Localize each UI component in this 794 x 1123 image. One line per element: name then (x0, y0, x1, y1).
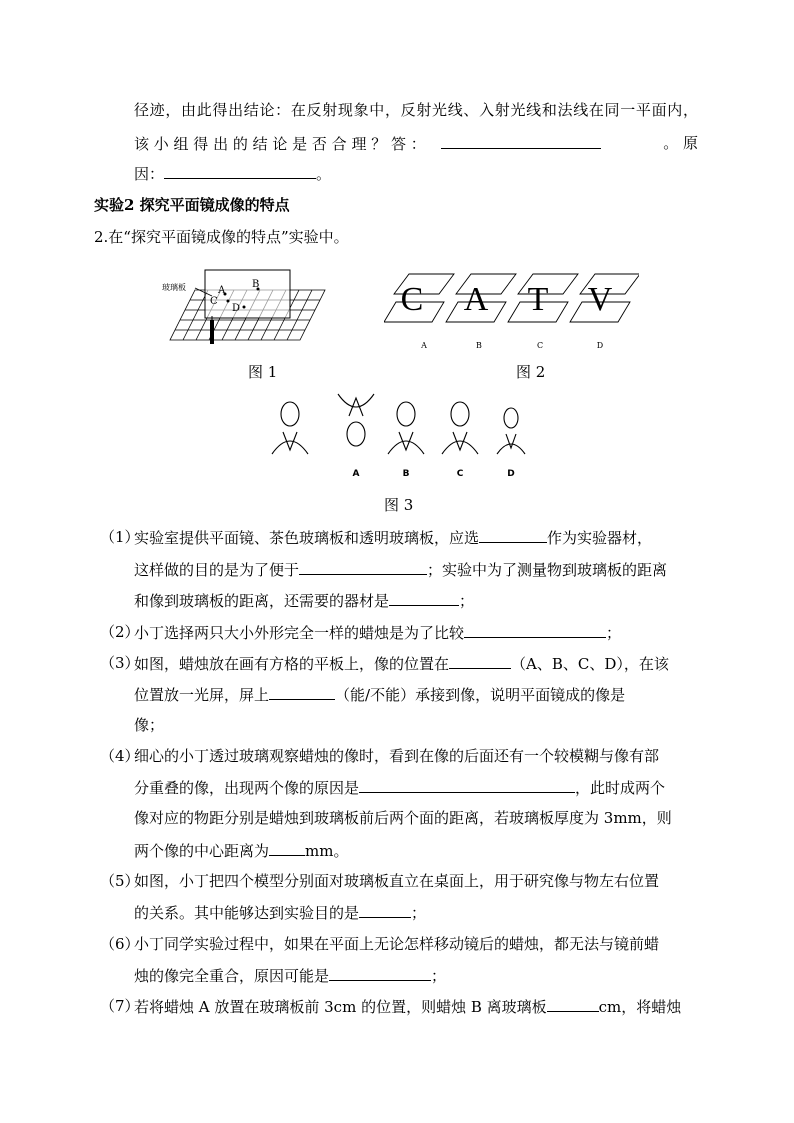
item4-line4-tail: mm。 (305, 842, 349, 860)
item1-blank-material[interactable] (479, 527, 547, 543)
reason-blank[interactable] (164, 163, 316, 179)
item3-number: （3） (100, 654, 140, 672)
item6-blank[interactable] (329, 965, 431, 981)
question-intro: 2.在“探究平面镜成像的特点”实验中。 (94, 228, 349, 246)
item1-line3-tail: ； (459, 592, 475, 610)
item5-line2-text: 的关系。其中能够达到实验目的是 (134, 904, 360, 922)
fig3-option-d: D (507, 469, 515, 479)
fig2-letter-a: A (463, 281, 489, 318)
item3-line1-tail: （A、B、C、D），在该 (511, 655, 669, 673)
para1-line2 (134, 133, 698, 154)
item2-line1-text: 小丁选择两只大小外形完全一样的蜡烛是为了比较 (134, 624, 465, 642)
answer-blank[interactable] (441, 133, 601, 149)
item5-blank[interactable] (359, 902, 411, 918)
item6-number: （6） (100, 935, 140, 953)
item3-blank-position[interactable] (449, 653, 511, 669)
fig1-point-c: C (210, 296, 218, 307)
item1-line2 (134, 559, 667, 580)
fig1-board-label: 玻璃板 (162, 283, 186, 292)
item6-line2-text: 烛的像完全重合，原因可能是 (134, 967, 330, 985)
item6-line2-tail: ； (431, 967, 447, 985)
para1-line3-tail: 。 (316, 165, 332, 183)
item4-line2-tail: ，此时成两个 (575, 779, 666, 797)
fig3-option-b-figure (388, 402, 424, 454)
item4-line4 (134, 840, 348, 861)
item2-line1-tail: ； (606, 624, 622, 642)
fig2-option-d: D (596, 341, 604, 350)
item1-line2-tail: ；实验中为了测量物到玻璃板的距离 (427, 561, 668, 579)
fig2-letter-t: T (527, 281, 549, 318)
figure1-diagram (160, 268, 330, 350)
fig3-option-b: B (402, 469, 410, 479)
item6-line1: 小丁同学实验过程中，如果在平面上无论怎样移动镜后的蜡烛，都无法与镜前蜡 (134, 935, 660, 953)
item7-blank[interactable] (547, 996, 599, 1012)
item1-line1 (134, 527, 652, 548)
fig3-option-d-figure (497, 408, 525, 454)
para1-line3 (134, 163, 331, 184)
item5-number: （5） (100, 872, 140, 890)
para1-line2-tail: 。 原 (663, 134, 698, 152)
item6-line2 (134, 965, 446, 986)
item4-number: （4） (100, 747, 140, 765)
item2-line1 (134, 622, 621, 643)
item3-line3: 像； (134, 716, 165, 734)
item1-number: （1） (100, 528, 140, 546)
item4-line2 (134, 777, 665, 798)
fig2-letter-c: C (400, 281, 424, 318)
item7-number: （7） (100, 997, 140, 1015)
item4-line3: 像对应的物距分别是蜡烛到玻璃板前后两个面的距离，若玻璃板厚度为 3mm，则 (134, 809, 672, 827)
figure2-diagram (384, 262, 639, 354)
item7-line1-tail: cm，将蜡烛 (598, 998, 682, 1016)
section-title: 实验2 探究平面镜成像的特点 (94, 196, 290, 214)
item3-line2 (134, 684, 625, 705)
para1-line2-text: 该 小 组 得 出 的 结 论 是 否 合 理 ？ 答 ： (134, 135, 426, 153)
figure2-caption: 图 2 (516, 363, 546, 381)
item1-blank-purpose[interactable] (299, 559, 427, 575)
item4-blank-reason[interactable] (359, 777, 575, 793)
figure3-caption: 图 3 (384, 496, 414, 514)
item3-line2-text: 位置放一光屏，屏上 (134, 686, 270, 704)
para1-line1: 径迹，由此得出结论：在反射现象中，反射光线、入射光线和法线在同一平面内， (134, 101, 698, 119)
item4-line4-text: 两个像的中心距离为 (134, 842, 270, 860)
fig3-option-c-figure (442, 402, 478, 454)
fig2-option-c: C (536, 341, 544, 350)
item2-number: （2） (100, 623, 140, 641)
fig2-option-a: A (421, 341, 427, 350)
item3-blank-screen[interactable] (269, 684, 335, 700)
item2-blank[interactable] (464, 622, 606, 638)
figure3-diagram (268, 392, 528, 484)
para1-line3-text: 因： (134, 165, 165, 183)
item5-line2 (134, 902, 426, 923)
item1-line3 (134, 590, 474, 611)
fig3-option-a: A (352, 469, 360, 479)
item4-line2-text: 分重叠的像，出现两个像的原因是 (134, 779, 360, 797)
item5-line1: 如图，小丁把四个模型分别面对玻璃板直立在桌面上，用于研究像与物左右位置 (134, 872, 660, 890)
item4-blank-distance[interactable] (269, 840, 305, 856)
item1-line3-text: 和像到玻璃板的距离，还需要的器材是 (134, 592, 390, 610)
figure1-caption: 图 1 (248, 363, 278, 381)
fig2-letter-v: V (587, 281, 613, 318)
item3-line2-tail: （能/不能）承接到像，说明平面镜成的像是 (335, 686, 626, 704)
item3-line1-text: 如图，蜡烛放在画有方格的平板上，像的位置在 (134, 655, 450, 673)
item1-line1-tail: 作为实验器材， (547, 529, 653, 547)
item5-line2-tail: ； (411, 904, 427, 922)
item4-line1: 细心的小丁透过玻璃观察蜡烛的像时，看到在像的后面还有一个较模糊与像有部 (134, 747, 660, 765)
fig1-point-a: A (218, 285, 226, 296)
fig1-point-b: B (252, 279, 260, 290)
item7-line1-text: 若将蜡烛 A 放置在玻璃板前 3cm 的位置，则蜡烛 B 离玻璃板 (134, 998, 547, 1016)
item1-line2-text: 这样做的目的是为了便于 (134, 561, 300, 579)
fig3-option-a-figure (338, 394, 374, 446)
item1-blank-equipment[interactable] (389, 590, 459, 606)
item7-line1 (134, 996, 681, 1017)
fig3-original-head (272, 402, 308, 454)
fig3-option-c: C (456, 469, 464, 479)
item1-line1-text: 实验室提供平面镜、茶色玻璃板和透明玻璃板，应选 (134, 529, 480, 547)
item3-line1 (134, 653, 669, 674)
fig2-option-b: B (476, 341, 482, 350)
fig1-point-d: D (232, 303, 241, 314)
